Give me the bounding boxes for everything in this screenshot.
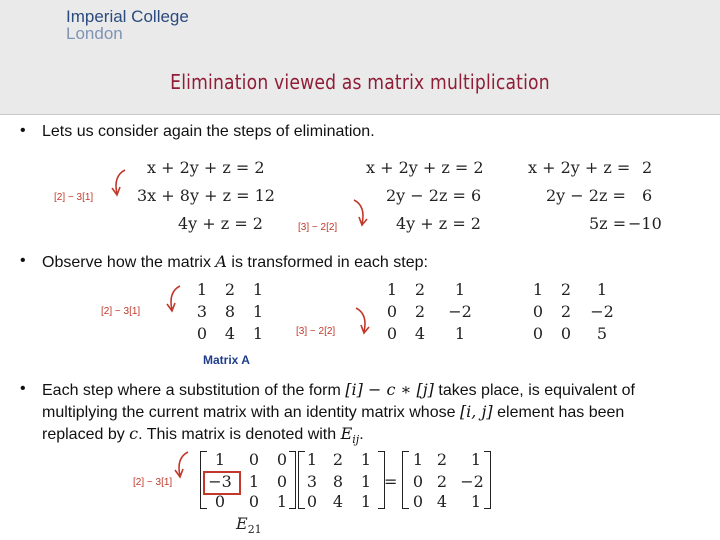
matrix-cell: 2 (414, 280, 426, 299)
matrix-cell: 1 (470, 492, 482, 511)
bullet-2-var: A (215, 252, 227, 271)
matrix-cell: 4 (332, 492, 344, 511)
matrix-cell: −2 (448, 302, 472, 321)
matrix-cell: 1 (196, 280, 208, 299)
logo-line2: London (66, 24, 123, 43)
matrix-cell: 1 (596, 280, 608, 299)
matrix-cell: 1 (276, 492, 288, 511)
text-span: multiplying the current matrix with an identity matrix whose (42, 404, 460, 421)
matrix-cell: 1 (470, 450, 482, 469)
system3-rhs2: 6 (642, 186, 653, 205)
bullet-2-text (42, 251, 428, 273)
text-span: Each step where a substitution of the form (42, 382, 346, 399)
matrix-cell: 0 (248, 450, 260, 469)
matrix-cell: 5 (596, 324, 608, 343)
matrix-cell: 1 (360, 492, 372, 511)
matrix-cell: 0 (386, 302, 398, 321)
matrix-caption: Matrix A (203, 353, 250, 367)
matrix-cell: 2 (224, 280, 236, 299)
matrix-cell: 1 (454, 280, 466, 299)
matrix-cell: 1 (386, 280, 398, 299)
matrix-cell: 2 (332, 450, 344, 469)
op-label-1: [2] − 3[1] (54, 192, 94, 203)
matrix-cell: 0 (306, 492, 318, 511)
matrix-cell: 3 (306, 472, 318, 491)
matrix-cell: 1 (252, 280, 264, 299)
system2-eq2: 2y − 2z = 6 (386, 186, 482, 205)
matrix-cell: 1 (454, 324, 466, 343)
text-span: takes place, is equivalent of (433, 382, 635, 399)
matrix-cell: −3 (208, 472, 232, 491)
op-label-3: [2] − 3[1] (101, 306, 141, 317)
matrix-cell: 1 (252, 324, 264, 343)
system3-eq3: 5z = (589, 214, 627, 233)
bullet-marker: • (20, 122, 26, 139)
matrix-cell: 1 (532, 280, 544, 299)
matrix-cell: 1 (360, 472, 372, 491)
matrix-cell: −2 (460, 472, 484, 491)
system1-eq1: x + 2y + z = 2 (147, 158, 265, 177)
matrix-cell: 0 (560, 324, 572, 343)
system1-eq3: 4y + z = 2 (178, 214, 263, 233)
system2-eq1: x + 2y + z = 2 (366, 158, 484, 177)
logo-line1: Imperial College (66, 7, 189, 26)
bullet-3-line2 (42, 401, 702, 423)
matrix-cell: 4 (436, 492, 448, 511)
matrix-cell: 0 (276, 472, 288, 491)
matrix-cell: 1 (214, 450, 226, 469)
e21-label (236, 514, 262, 536)
matrix-cell: 2 (414, 302, 426, 321)
op-label-5: [2] − 3[1] (133, 477, 173, 488)
matrix-cell: 8 (332, 472, 344, 491)
equals-sign: = (384, 472, 398, 491)
curved-arrow-icon (352, 306, 376, 336)
op-label-2: [3] − 2[2] (298, 222, 338, 233)
e-subscript: 21 (247, 523, 262, 537)
matrix-cell: 1 (412, 450, 424, 469)
curved-arrow-icon (160, 284, 184, 314)
imperial-logo (66, 8, 189, 42)
matrix-cell: 0 (412, 492, 424, 511)
bullet-marker: • (20, 252, 26, 269)
curved-arrow-icon (105, 168, 129, 198)
matrix-cell: 0 (248, 492, 260, 511)
matrix-cell: 1 (248, 472, 260, 491)
bullet-2-post: is transformed in each step: (226, 254, 428, 271)
matrix-cell: 4 (224, 324, 236, 343)
matrix-cell: 1 (306, 450, 318, 469)
matrix-cell: 2 (436, 450, 448, 469)
header-bar (0, 0, 720, 115)
matrix-cell: 0 (386, 324, 398, 343)
curved-arrow-icon (350, 198, 374, 228)
system2-eq3: 4y + z = 2 (396, 214, 481, 233)
matrix-cell: 8 (224, 302, 236, 321)
text-span: . This matrix is denoted with (138, 426, 341, 443)
bullet-3-text (42, 379, 702, 450)
matrix-cell: 0 (276, 450, 288, 469)
matrix-cell: 0 (412, 472, 424, 491)
system1-eq2: 3x + 8y + z = 12 (137, 186, 275, 205)
matrix-cell: 2 (560, 280, 572, 299)
matrix-cell: 2 (436, 472, 448, 491)
curved-arrow-icon (168, 450, 192, 480)
text-span: . (359, 426, 364, 443)
system3-rhs3: −10 (628, 214, 662, 233)
matrix-cell: 0 (532, 302, 544, 321)
bullet-1-text: Lets us consider again the steps of elimination. (42, 123, 375, 140)
highlight-box (203, 471, 241, 495)
system3-eq1: x + 2y + z = (528, 158, 631, 177)
matrix-cell: −2 (590, 302, 614, 321)
math-span: E (340, 424, 353, 443)
matrix-cell: 0 (196, 324, 208, 343)
op-label-4: [3] − 2[2] (296, 326, 336, 337)
math-subscript: ij (352, 433, 360, 447)
system3-eq2: 2y − 2z = (546, 186, 626, 205)
bullet-3-line3 (42, 423, 702, 450)
matrix-cell: 1 (360, 450, 372, 469)
math-span: [i] − c ∗ [j] (345, 380, 434, 399)
bullet-3-line1 (42, 379, 702, 401)
math-span: c (129, 424, 139, 443)
text-span: element has been (492, 404, 625, 421)
math-span: [i, j] (459, 402, 493, 421)
slide-title: Elimination viewed as matrix multiplication (170, 70, 550, 94)
bullet-marker: • (20, 380, 26, 397)
bullet-2-pre: Observe how the matrix (42, 254, 216, 271)
matrix-cell: 3 (196, 302, 208, 321)
matrix-cell: 1 (252, 302, 264, 321)
matrix-cell: 4 (414, 324, 426, 343)
e-symbol: E (236, 514, 248, 533)
matrix-cell: 0 (214, 492, 226, 511)
matrix-cell: 0 (532, 324, 544, 343)
system3-rhs1: 2 (642, 158, 653, 177)
matrix-cell: 2 (560, 302, 572, 321)
text-span: replaced by (42, 426, 130, 443)
